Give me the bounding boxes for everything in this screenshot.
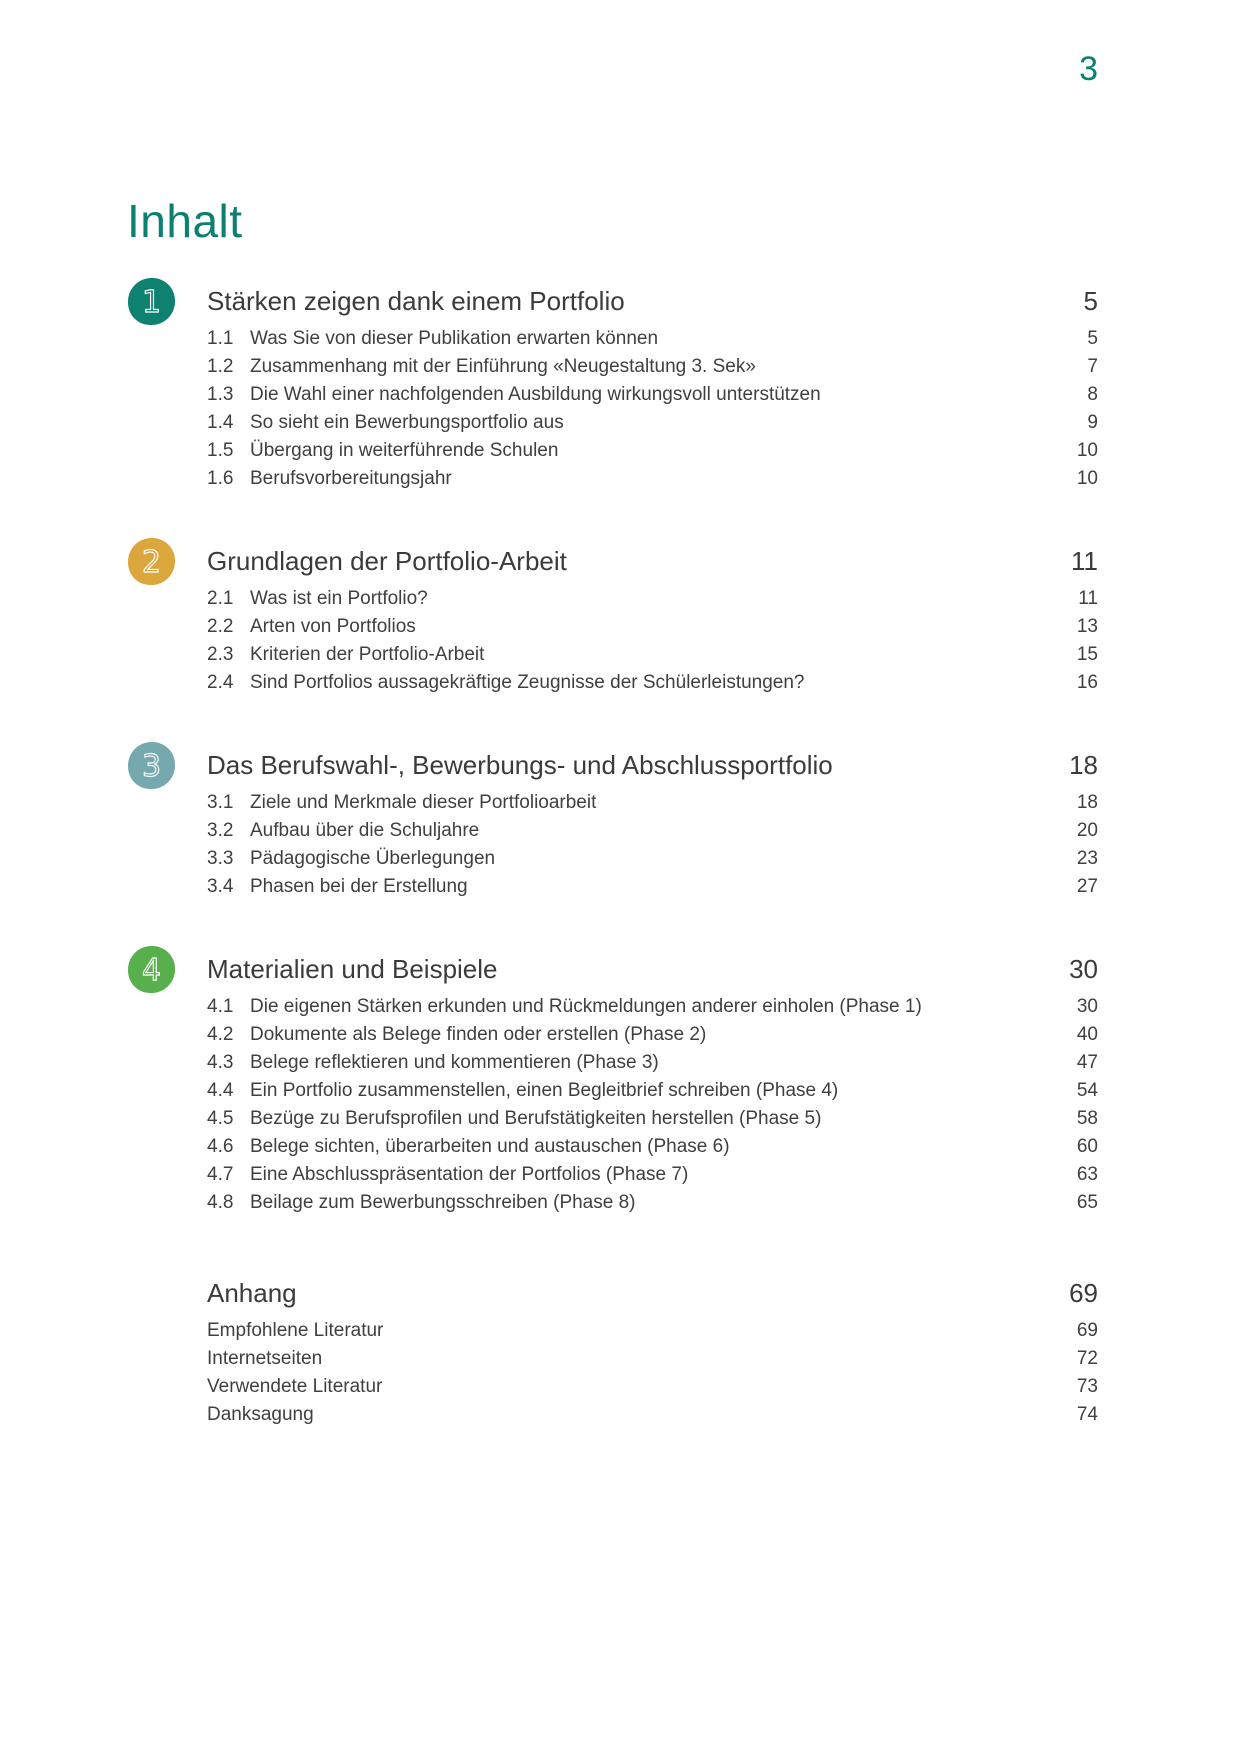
- chapter-section-3: [128, 749, 1098, 901]
- toc-item-number: 4.7: [207, 1164, 234, 1185]
- chapter-badge-column: [128, 749, 207, 901]
- appendix-item-page-number: 69: [1076, 1320, 1098, 1341]
- toc-item-title: Die eigenen Stärken erkunden und Rückmeldungen anderer einholen (Phase 1): [250, 996, 922, 1017]
- toc-item-row: [207, 789, 1098, 817]
- toc-item-number: 4.8: [207, 1192, 234, 1213]
- toc-item-row: [207, 409, 1098, 437]
- appendix-item-row: [207, 1401, 1098, 1429]
- chapter-section-1: [128, 285, 1098, 493]
- toc-item-row: [207, 873, 1098, 901]
- chapter-3-badge-icon: [128, 742, 175, 789]
- toc-item-number: 1.6: [207, 468, 234, 489]
- toc-item-page-number: 23: [1076, 848, 1098, 869]
- chapter-body: [207, 749, 1098, 901]
- chapter-1-badge-number: 1: [141, 285, 162, 320]
- appendix-item-row: [207, 1317, 1098, 1345]
- toc-item-number: 4.6: [207, 1136, 234, 1157]
- toc-item-row: [207, 381, 1098, 409]
- toc-item-title: Ziele und Merkmale dieser Portfolioarbeit: [250, 792, 597, 813]
- toc-item-title: Sind Portfolios aussagekräftige Zeugnisse der Schülerleistungen?: [250, 672, 805, 693]
- chapter-4-badge-icon: [128, 946, 175, 993]
- toc-item-number: 3.2: [207, 820, 234, 841]
- chapter-3-badge: [128, 742, 175, 789]
- toc-item-number: 2.4: [207, 672, 234, 693]
- toc-item-row: [207, 1133, 1098, 1161]
- chapter-title: Das Berufswahl-, Bewerbungs- und Abschlussportfolio: [207, 750, 833, 780]
- toc-item-number: 1.1: [207, 328, 234, 349]
- toc-item-page-number: 11: [1078, 588, 1098, 609]
- toc-item-page-number: 27: [1076, 876, 1098, 897]
- chapter-badge-column: [128, 1277, 207, 1429]
- toc-item-page-number: 9: [1087, 412, 1098, 433]
- toc-item-title: Beilage zum Bewerbungsschreiben (Phase 8): [250, 1192, 636, 1213]
- toc-item-title: So sieht ein Bewerbungsportfolio aus: [250, 412, 564, 433]
- toc-item-title: Zusammenhang mit der Einführung «Neugestaltung 3. Sek»: [250, 356, 756, 377]
- chapter-title: Materialien und Beispiele: [207, 954, 498, 984]
- toc-item-page-number: 58: [1076, 1108, 1098, 1129]
- toc-item-page-number: 5: [1087, 328, 1098, 349]
- appendix-page-number: 69: [1069, 1278, 1098, 1308]
- table-of-contents: [128, 285, 1098, 1429]
- appendix-item-page-number: 73: [1076, 1376, 1098, 1397]
- chapter-badge-column: [128, 953, 207, 1217]
- chapter-page-number: 18: [1069, 750, 1098, 780]
- toc-item-number: 2.2: [207, 616, 234, 637]
- toc-item-row: [207, 1049, 1098, 1077]
- chapter-3-badge-number: 3: [141, 749, 162, 784]
- chapter-badge-column: [128, 545, 207, 697]
- toc-item-title: Belege sichten, überarbeiten und austauschen (Phase 6): [250, 1136, 730, 1157]
- toc-item-title: Kriterien der Portfolio-Arbeit: [250, 644, 485, 665]
- toc-item-page-number: 10: [1076, 468, 1098, 489]
- toc-item-title: Übergang in weiterführende Schulen: [250, 440, 559, 461]
- chapter-title: Grundlagen der Portfolio-Arbeit: [207, 546, 567, 576]
- appendix-body: [207, 1277, 1098, 1429]
- toc-item-row: [207, 325, 1098, 353]
- toc-item-number: 2.1: [207, 588, 234, 609]
- toc-item-row: [207, 669, 1098, 697]
- toc-item-title: Arten von Portfolios: [250, 616, 416, 637]
- toc-item-number: 1.3: [207, 384, 234, 405]
- toc-item-page-number: 10: [1076, 440, 1098, 461]
- toc-item-row: [207, 1161, 1098, 1189]
- toc-item-row: [207, 817, 1098, 845]
- toc-item-page-number: 15: [1076, 644, 1098, 665]
- chapter-2-badge-number: 2: [141, 545, 162, 580]
- chapter-page-number: 30: [1069, 954, 1098, 984]
- toc-item-row: [207, 585, 1098, 613]
- appendix-item-title: Danksagung: [207, 1404, 314, 1425]
- chapter-section-4: [128, 953, 1098, 1217]
- toc-item-row: [207, 1077, 1098, 1105]
- toc-item-row: [207, 437, 1098, 465]
- toc-item-row: [207, 1021, 1098, 1049]
- toc-item-title: Bezüge zu Berufsprofilen und Berufstätigkeiten herstellen (Phase 5): [250, 1108, 822, 1129]
- toc-item-number: 2.3: [207, 644, 234, 665]
- chapter-1-badge: [128, 278, 175, 325]
- toc-item-row: [207, 353, 1098, 381]
- appendix-item-title: Empfohlene Literatur: [207, 1320, 384, 1341]
- toc-item-page-number: 7: [1087, 356, 1098, 377]
- toc-item-title: Was ist ein Portfolio?: [250, 588, 428, 609]
- toc-item-page-number: 47: [1076, 1052, 1098, 1073]
- appendix-section: [128, 1277, 1098, 1429]
- toc-item-row: [207, 613, 1098, 641]
- appendix-item-row: [207, 1345, 1098, 1373]
- toc-item-page-number: 8: [1087, 384, 1098, 405]
- chapter-title: Stärken zeigen dank einem Portfolio: [207, 286, 625, 316]
- appendix-item-title: Verwendete Literatur: [207, 1376, 383, 1397]
- page-number: 3: [1079, 50, 1098, 88]
- toc-item-title: Eine Abschlusspräsentation der Portfolios (Phase 7): [250, 1164, 689, 1185]
- toc-item-row: [207, 1105, 1098, 1133]
- appendix-item-title: Internetseiten: [207, 1348, 323, 1369]
- toc-item-number: 4.1: [207, 996, 234, 1017]
- toc-item-title: Pädagogische Überlegungen: [250, 848, 496, 869]
- appendix-title: Anhang: [207, 1278, 297, 1308]
- toc-item-page-number: 40: [1076, 1024, 1098, 1045]
- appendix-item-page-number: 74: [1076, 1404, 1098, 1425]
- appendix-item-page-number: 72: [1076, 1348, 1098, 1369]
- toc-item-page-number: 16: [1076, 672, 1098, 693]
- toc-item-number: 4.5: [207, 1108, 234, 1129]
- toc-item-page-number: 30: [1076, 996, 1098, 1017]
- toc-item-page-number: 20: [1076, 820, 1098, 841]
- toc-item-title: Aufbau über die Schuljahre: [250, 820, 480, 841]
- toc-item-page-number: 13: [1076, 616, 1098, 637]
- toc-item-page-number: 65: [1076, 1192, 1098, 1213]
- chapter-body: [207, 285, 1098, 493]
- toc-item-page-number: 18: [1076, 792, 1098, 813]
- chapter-page-number: 11: [1071, 546, 1098, 576]
- toc-item-number: 4.4: [207, 1080, 234, 1101]
- chapter-1-badge-icon: [128, 278, 175, 325]
- chapter-heading-row: [207, 545, 1098, 577]
- toc-item-page-number: 63: [1076, 1164, 1098, 1185]
- toc-item-title: Die Wahl einer nachfolgenden Ausbildung wirkungsvoll unterstützen: [250, 384, 821, 405]
- chapter-heading-row: [207, 749, 1098, 781]
- chapter-page-number: 5: [1083, 286, 1098, 316]
- chapter-body: [207, 953, 1098, 1217]
- chapter-heading-row: [207, 285, 1098, 317]
- toc-item-title: Was Sie von dieser Publikation erwarten können: [250, 328, 659, 349]
- toc-item-number: 4.3: [207, 1052, 234, 1073]
- chapter-body: [207, 545, 1098, 697]
- toc-item-row: [207, 641, 1098, 669]
- toc-item-number: 4.2: [207, 1024, 234, 1045]
- toc-item-number: 1.4: [207, 412, 234, 433]
- chapter-4-badge-number: 4: [141, 953, 162, 988]
- toc-item-title: Phasen bei der Erstellung: [250, 876, 468, 897]
- chapter-4-badge: [128, 946, 175, 993]
- toc-item-title: Dokumente als Belege finden oder erstellen (Phase 2): [250, 1024, 707, 1045]
- chapter-badge-column: [128, 285, 207, 493]
- toc-item-number: 1.5: [207, 440, 234, 461]
- appendix-heading-row: [207, 1277, 1098, 1309]
- appendix-item-row: [207, 1373, 1098, 1401]
- chapter-2-badge-icon: [128, 538, 175, 585]
- toc-item-page-number: 54: [1076, 1080, 1098, 1101]
- toc-item-row: [207, 465, 1098, 493]
- toc-item-number: 3.4: [207, 876, 234, 897]
- toc-item-row: [207, 845, 1098, 873]
- chapter-section-2: [128, 545, 1098, 697]
- page-title: Inhalt: [127, 195, 243, 247]
- toc-item-number: 3.3: [207, 848, 234, 869]
- chapter-heading-row: [207, 953, 1098, 985]
- toc-item-number: 3.1: [207, 792, 234, 813]
- toc-item-row: [207, 993, 1098, 1021]
- toc-item-row: [207, 1189, 1098, 1217]
- chapter-2-badge: [128, 538, 175, 585]
- toc-item-title: Ein Portfolio zusammenstellen, einen Begleitbrief schreiben (Phase 4): [250, 1080, 839, 1101]
- toc-item-number: 1.2: [207, 356, 234, 377]
- toc-item-title: Berufsvorbereitungsjahr: [250, 468, 452, 489]
- toc-item-page-number: 60: [1076, 1136, 1098, 1157]
- toc-item-title: Belege reflektieren und kommentieren (Phase 3): [250, 1052, 659, 1073]
